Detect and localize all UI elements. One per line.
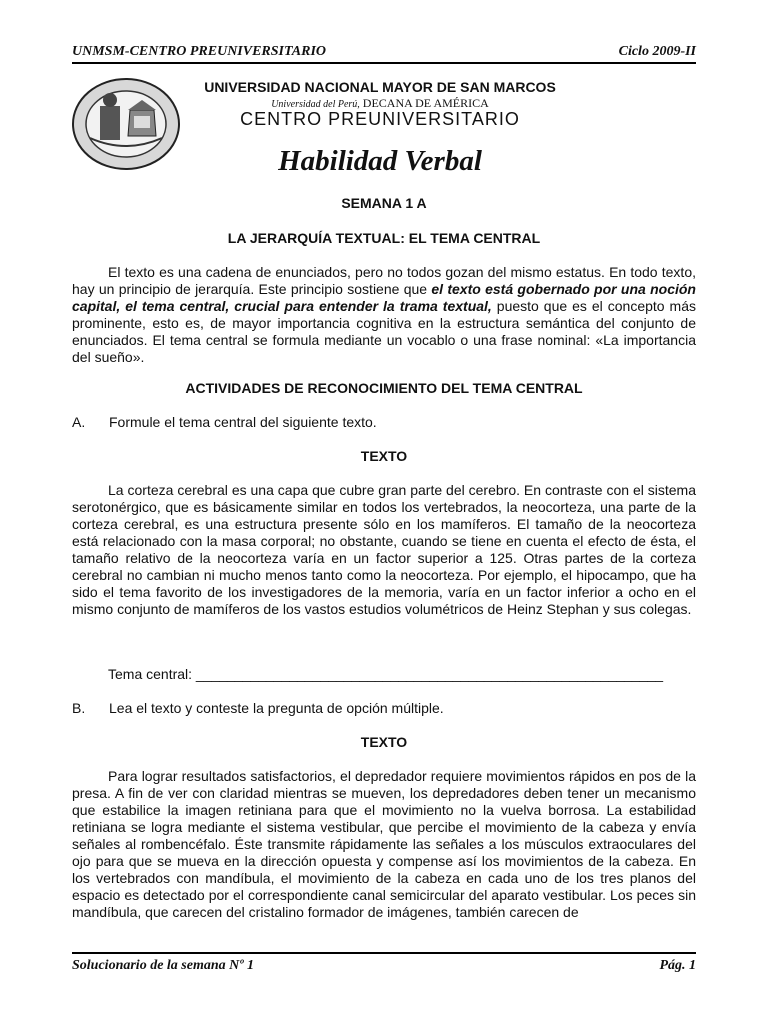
university-seal-icon <box>70 76 182 172</box>
text-b: Para lograr resultados satisfactorios, el depredador requiere movimientos rápidos en pos de la presa. A fin de ver con claridad mientras se mueven, los depredadores deben tener un mecanismo que estabilice la imagen retiniana para que el movimiento no la vuelva borrosa. La estabilidad retiniana se logra mediante el sistema vestibular, que percibe el movimiento de la cabeza y envía señales al rombencéfalo. Éste transmite rápidamente las señales a los músculos extraoculares del ojo para que se mueva en la dirección opuesta y compense así los movimientos de la cabeza. En los vertebrados con mandíbula, el movimiento de la cabeza en cada uno de los tres planos del espacio es detectado por el correspondiente canal semicircular del aparato vestibular. Los peces sin mandíbula, que carecen del cristalino formador de imágenes, también carecen de <box>72 768 696 920</box>
intro-text-1: El texto es una cadena de enunciados, pero no todos gozan del mismo estatus. En todo texto, hay un principio de jerarquía. Este principio sostiene que <box>72 264 696 297</box>
university-name: UNIVERSIDAD NACIONAL MAYOR DE SAN MARCOS <box>204 79 556 95</box>
intro-text-2: puesto que es el concepto más prominente, esto es, de mayor importancia cognitiva en la estructura semántica del conjunto de enunciados. El tema central se formula mediante un vocablo o una frase nominal: «La importancia del sueño». <box>72 298 696 365</box>
text-a: La corteza cerebral es una capa que cubre gran parte del cerebro. En contraste con el sistema serotonérgico, que es básicamente similar en todos los vertebrados, la neocorteza, una parte de la corteza cerebral, es una estructura presente sólo en los mamíferos. El tamaño de la neocorteza está relacionado con la masa corporal; no obstante, cuando se tiene en cuenta el efecto de ésta, el tamaño relativo de la neocorteza varía en un factor superior a 125. Otras partes de la corteza cerebral no cambian ni mucho menos tanto como la neocorteza. Por ejemplo, el hipocampo, que ha sido el tema favorito de los investigadores de la memoria, varía en un factor inferior a ocho en el mismo conjunto de mamíferos de los vastos estudios volumétricos de Heinz Stephan y sus colegas. <box>72 482 696 617</box>
tagline-text: DECANA DE AMÉRICA <box>359 96 489 110</box>
page-header <box>72 42 696 64</box>
texto-label-b: TEXTO <box>360 734 408 750</box>
texto-label-a: TEXTO <box>360 448 408 464</box>
text-b-paragraph <box>72 768 696 921</box>
header-institution: UNMSM-CENTRO PREUNIVERSITARIO <box>72 44 327 59</box>
activities-title: ACTIVIDADES DE RECONOCIMIENTO DEL TEMA CENTRAL <box>185 380 583 396</box>
week-title: SEMANA 1 A <box>341 195 427 211</box>
section-title: LA JERARQUÍA TEXTUAL: EL TEMA CENTRAL <box>227 230 541 246</box>
page-footer <box>72 952 696 976</box>
intro-emphasis: el texto está gobernado por una noción capital, el tema central, crucial para entender la trama textual, <box>72 281 696 314</box>
item-b-text: Lea el texto y conteste la pregunta de opción múltiple. <box>109 700 444 716</box>
center-name: CENTRO PREUNIVERSITARIO <box>240 109 520 129</box>
text-a-paragraph <box>72 482 696 618</box>
footer-solucionario: Solucionario de la semana Nº 1 <box>72 958 254 973</box>
item-a-text: Formule el tema central del siguiente texto. <box>109 414 377 430</box>
item-a-label: A. <box>72 414 86 430</box>
subject-title: Habilidad Verbal <box>278 145 482 177</box>
footer-page-number: Pág. 1 <box>659 958 696 973</box>
tagline-italic: Universidad del Perú, <box>271 99 360 110</box>
header-cycle: Ciclo 2009-II <box>618 44 696 59</box>
intro-paragraph <box>72 264 696 366</box>
tema-central-line: Tema central: ____________________________________________________________ <box>108 666 664 682</box>
item-b-label: B. <box>72 700 86 716</box>
